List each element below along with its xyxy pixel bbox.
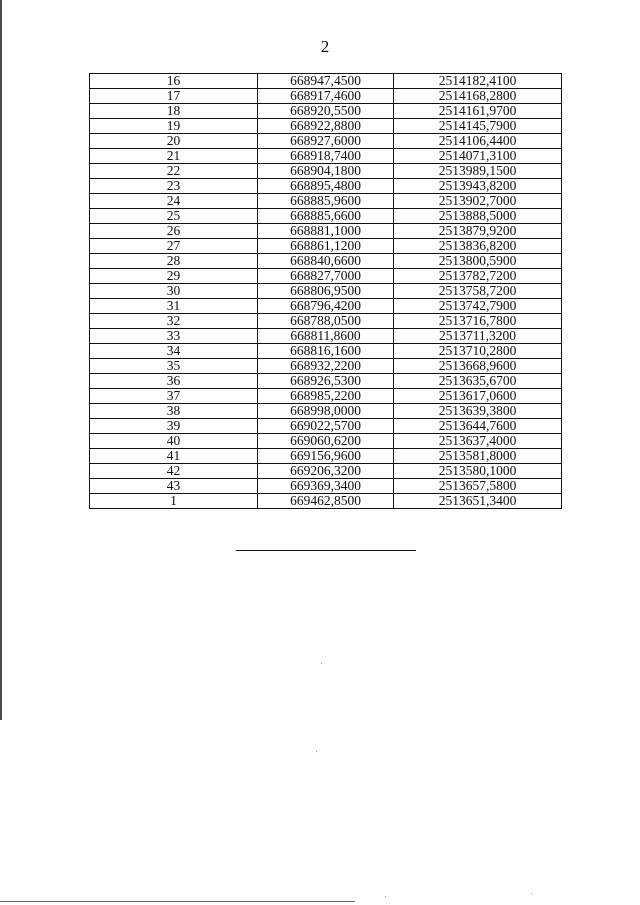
x-coordinate-cell: 668920,5500 (258, 104, 394, 119)
table-row (90, 89, 562, 104)
point-number-cell: 17 (90, 89, 258, 104)
point-number-cell: 19 (90, 119, 258, 134)
x-coordinate-cell: 668917,4600 (258, 89, 394, 104)
point-number-cell: 30 (90, 284, 258, 299)
y-coordinate-cell: 2514182,4100 (394, 74, 562, 89)
table-row (90, 449, 562, 464)
table-row (90, 404, 562, 419)
table-row (90, 104, 562, 119)
point-number-cell: 23 (90, 179, 258, 194)
table-row (90, 164, 562, 179)
x-coordinate-cell: 669156,9600 (258, 449, 394, 464)
table-row (90, 434, 562, 449)
table-row (90, 209, 562, 224)
table-row (90, 389, 562, 404)
y-coordinate-cell: 2513782,7200 (394, 269, 562, 284)
x-coordinate-cell: 669022,5700 (258, 419, 394, 434)
x-coordinate-cell: 668827,7000 (258, 269, 394, 284)
x-coordinate-cell: 668861,1200 (258, 239, 394, 254)
x-coordinate-cell: 668806,9500 (258, 284, 394, 299)
point-number-cell: 42 (90, 464, 258, 479)
point-number-cell: 1 (90, 494, 258, 509)
point-number-cell: 22 (90, 164, 258, 179)
scan-speck (385, 896, 386, 897)
x-coordinate-cell: 668885,6600 (258, 209, 394, 224)
point-number-cell: 37 (90, 389, 258, 404)
point-number-cell: 41 (90, 449, 258, 464)
point-number-cell: 27 (90, 239, 258, 254)
table-row (90, 119, 562, 134)
table-row (90, 179, 562, 194)
y-coordinate-cell: 2513902,7000 (394, 194, 562, 209)
point-number-cell: 34 (90, 344, 258, 359)
point-number-cell: 35 (90, 359, 258, 374)
x-coordinate-cell: 669206,3200 (258, 464, 394, 479)
point-number-cell: 36 (90, 374, 258, 389)
point-number-cell: 39 (90, 419, 258, 434)
y-coordinate-cell: 2513635,6700 (394, 374, 562, 389)
table-row (90, 134, 562, 149)
table-row (90, 374, 562, 389)
point-number-cell: 40 (90, 434, 258, 449)
x-coordinate-cell: 669369,3400 (258, 479, 394, 494)
y-coordinate-cell: 2513943,8200 (394, 179, 562, 194)
table-row (90, 239, 562, 254)
scan-border-bottom (0, 901, 355, 902)
table-row (90, 329, 562, 344)
y-coordinate-cell: 2513879,9200 (394, 224, 562, 239)
x-coordinate-cell: 669060,6200 (258, 434, 394, 449)
y-coordinate-cell: 2514145,7900 (394, 119, 562, 134)
coordinates-table-body (90, 74, 562, 509)
x-coordinate-cell: 668904,1800 (258, 164, 394, 179)
y-coordinate-cell: 2513617,0600 (394, 389, 562, 404)
page-number: 2 (320, 37, 330, 56)
y-coordinate-cell: 2513644,7600 (394, 419, 562, 434)
table-row (90, 284, 562, 299)
point-number-cell: 18 (90, 104, 258, 119)
y-coordinate-cell: 2513716,7800 (394, 314, 562, 329)
x-coordinate-cell: 668796,4200 (258, 299, 394, 314)
point-number-cell: 32 (90, 314, 258, 329)
point-number-cell: 28 (90, 254, 258, 269)
point-number-cell: 31 (90, 299, 258, 314)
x-coordinate-cell: 669462,8500 (258, 494, 394, 509)
table-row (90, 344, 562, 359)
table-row (90, 419, 562, 434)
point-number-cell: 21 (90, 149, 258, 164)
y-coordinate-cell: 2513711,3200 (394, 329, 562, 344)
x-coordinate-cell: 668881,1000 (258, 224, 394, 239)
y-coordinate-cell: 2513668,9600 (394, 359, 562, 374)
point-number-cell: 26 (90, 224, 258, 239)
table-row (90, 464, 562, 479)
scan-speck (316, 751, 317, 752)
x-coordinate-cell: 668922,8800 (258, 119, 394, 134)
x-coordinate-cell: 668927,6000 (258, 134, 394, 149)
scan-border-left (0, 0, 2, 720)
x-coordinate-cell: 668998,0000 (258, 404, 394, 419)
y-coordinate-cell: 2513651,3400 (394, 494, 562, 509)
table-row (90, 149, 562, 164)
x-coordinate-cell: 668788,0500 (258, 314, 394, 329)
table-row (90, 254, 562, 269)
y-coordinate-cell: 2513836,8200 (394, 239, 562, 254)
point-number-cell: 16 (90, 74, 258, 89)
y-coordinate-cell: 2514071,3100 (394, 149, 562, 164)
x-coordinate-cell: 668932,2200 (258, 359, 394, 374)
x-coordinate-cell: 668885,9600 (258, 194, 394, 209)
y-coordinate-cell: 2513637,4000 (394, 434, 562, 449)
table-row (90, 479, 562, 494)
end-of-list-rule (236, 550, 416, 551)
table-row (90, 194, 562, 209)
table-row (90, 74, 562, 89)
y-coordinate-cell: 2513710,2800 (394, 344, 562, 359)
point-number-cell: 20 (90, 134, 258, 149)
y-coordinate-cell: 2513888,5000 (394, 209, 562, 224)
y-coordinate-cell: 2513758,7200 (394, 284, 562, 299)
coordinates-table (89, 73, 562, 509)
table-row (90, 314, 562, 329)
y-coordinate-cell: 2513580,1000 (394, 464, 562, 479)
scan-speck (321, 663, 322, 664)
x-coordinate-cell: 668840,6600 (258, 254, 394, 269)
y-coordinate-cell: 2514161,9700 (394, 104, 562, 119)
x-coordinate-cell: 668947,4500 (258, 74, 394, 89)
y-coordinate-cell: 2513989,1500 (394, 164, 562, 179)
x-coordinate-cell: 668895,4800 (258, 179, 394, 194)
y-coordinate-cell: 2513639,3800 (394, 404, 562, 419)
table-row (90, 269, 562, 284)
point-number-cell: 25 (90, 209, 258, 224)
point-number-cell: 43 (90, 479, 258, 494)
y-coordinate-cell: 2514168,2800 (394, 89, 562, 104)
y-coordinate-cell: 2513800,5900 (394, 254, 562, 269)
x-coordinate-cell: 668926,5300 (258, 374, 394, 389)
table-row (90, 494, 562, 509)
x-coordinate-cell: 668816,1600 (258, 344, 394, 359)
table-row (90, 359, 562, 374)
point-number-cell: 29 (90, 269, 258, 284)
table-row (90, 224, 562, 239)
scan-speck (531, 893, 532, 894)
point-number-cell: 38 (90, 404, 258, 419)
point-number-cell: 24 (90, 194, 258, 209)
y-coordinate-cell: 2514106,4400 (394, 134, 562, 149)
y-coordinate-cell: 2513742,7900 (394, 299, 562, 314)
y-coordinate-cell: 2513657,5800 (394, 479, 562, 494)
x-coordinate-cell: 668918,7400 (258, 149, 394, 164)
y-coordinate-cell: 2513581,8000 (394, 449, 562, 464)
x-coordinate-cell: 668811,8600 (258, 329, 394, 344)
table-row (90, 299, 562, 314)
x-coordinate-cell: 668985,2200 (258, 389, 394, 404)
point-number-cell: 33 (90, 329, 258, 344)
